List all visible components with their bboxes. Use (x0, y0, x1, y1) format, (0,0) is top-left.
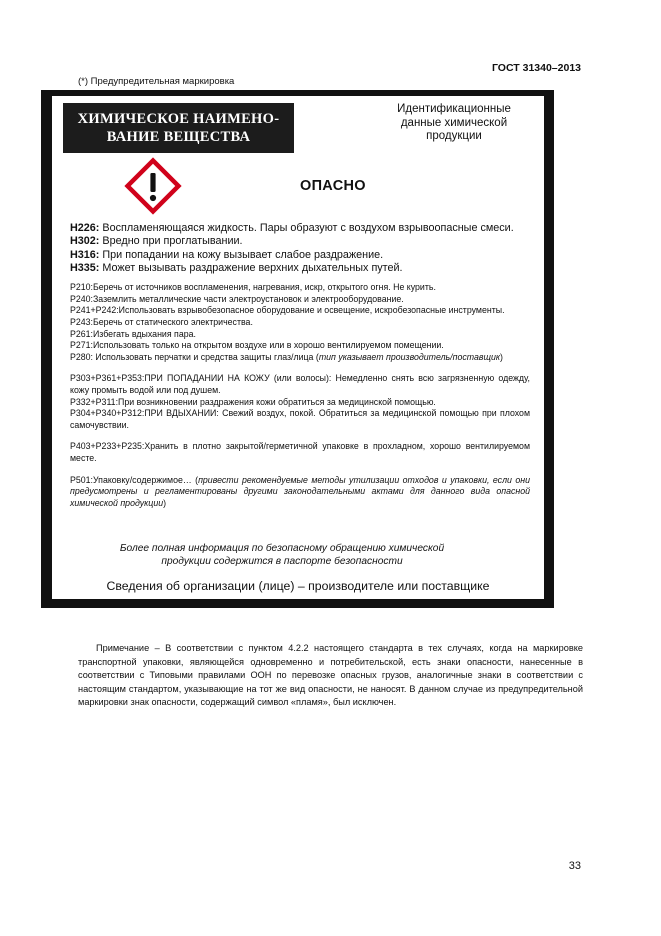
substance-name-line1: ХИМИЧЕСКОЕ НАИМЕНО- (77, 111, 280, 127)
h-text: Вредно при проглатывании. (99, 235, 243, 248)
storage-statements (70, 441, 530, 464)
p-statement: P261:Избегать вдыхания пара. (70, 328, 196, 339)
p280-italic: тип указывает производитель/поставщик (318, 351, 500, 362)
p-statement (70, 352, 530, 364)
more-info-line2: продукции содержится в паспорте безопасности (161, 555, 403, 567)
disposal-statements (70, 475, 530, 510)
h-text: Может вызывать раздражение верхних дыхательных путей. (99, 261, 403, 274)
p-statement: P243:Беречь от статического электричества. (70, 316, 253, 327)
h-statement (70, 222, 530, 235)
page-number: 33 (568, 860, 581, 872)
response-statements (70, 373, 530, 431)
p280-close: ) (500, 351, 503, 362)
prevention-statements (70, 282, 530, 363)
h-text: При попадании на кожу вызывает слабое раздражение. (99, 248, 384, 261)
p501-text: P501:Упаковку/содержимое… ( (70, 474, 199, 485)
more-info-note (96, 543, 468, 568)
h-statement (70, 249, 530, 262)
p-statement: P403+P233+P235:Хранить в плотно закрытой/герметичной упаковке в прохладном, хорошо вентилируемом месте. (70, 441, 530, 463)
p-statement: P304+P340+P312:ПРИ ВДЫХАНИИ: Свежий воздух, покой. Обратиться за медицинской помощью при плохом самочувствии. (70, 408, 530, 430)
p501-italic: привести рекомендуемые методы утилизации отходов и упаковки, если они предусмотрены и регламентированы другими законодательными актами для данного вида опасной химической продукции (70, 474, 531, 508)
ident-line2: данные химической (400, 116, 508, 129)
signal-word: ОПАСНО (300, 178, 366, 194)
p280-text: P280: Использовать перчатки и средства защиты глаз/лица ( (70, 351, 319, 362)
substance-name-box (63, 103, 294, 153)
product-identification (383, 103, 525, 144)
organization-info: Сведения об организации (лице) – производителе или поставщике (106, 579, 490, 593)
p-statement: P303+P361+P353:ПРИ ПОПАДАНИИ НА КОЖУ (или волосы): Немедленно снять всю загрязненную одежду, кожу промыть водой или под душем. (70, 373, 530, 395)
p-statement: P332+P311:При возникновении раздражения кожи обратиться за медицинской помощью. (70, 396, 436, 407)
p-statement (70, 475, 530, 510)
p-statement: P240:Заземлить металлические части электроустановок и электрооборудование. (70, 293, 404, 304)
substance-name-line2: ВАНИЕ ВЕЩЕСТВА (106, 129, 251, 145)
figure-caption: (*) Предупредительная маркировка (78, 76, 235, 87)
h-code: H316: (70, 248, 100, 261)
ident-line1: Идентификационные (397, 103, 511, 115)
h-statement (70, 235, 530, 248)
p-statement: P241+P242:Использовать взрывобезопасное оборудование и освещение, искробезопасные инструменты. (70, 305, 505, 316)
h-code: H335: (70, 261, 100, 274)
exclamation-mark-hazard-icon (124, 157, 182, 215)
p501-close: ) (163, 497, 167, 508)
hazard-statements (70, 222, 530, 509)
h-code: H302: (70, 235, 100, 248)
footnote-paragraph (78, 642, 583, 710)
h-statement (70, 262, 530, 275)
h-code: H226: (70, 222, 100, 234)
ident-line3: продукции (426, 130, 482, 142)
p-statement: P210:Беречь от источников воспламенения, нагревания, искр, открытого огня. Не курить. (70, 282, 436, 293)
p-statement: P271:Использовать только на открытом воздухе или в хорошо вентилируемом помещении. (70, 340, 444, 351)
standard-code: ГОСТ 31340–2013 (491, 62, 581, 74)
more-info-line1: Более полная информация по безопасному обращению химической (119, 543, 445, 554)
h-text: Воспламеняющаяся жидкость. Пары образуют с воздухом взрывоопасные смеси. (99, 222, 514, 234)
note-text: Примечание – В соответствии с пунктом 4.2.2 настоящего стандарта в тех случаях, когда на маркировке транспортной упаковки, являющейся одновременно и потребительской, есть знаки опасности, нанесенные в соответствии с Типовыми правилами ООН по перевозке опасных грузов, аналогичные знаки в соответствии с настоящим стандартом, указывающие на тот же вид опасности, не наносят. В данном случае из предупредительной маркировки знак опасности, содержащий символ «пламя», был исключен. (78, 643, 583, 707)
